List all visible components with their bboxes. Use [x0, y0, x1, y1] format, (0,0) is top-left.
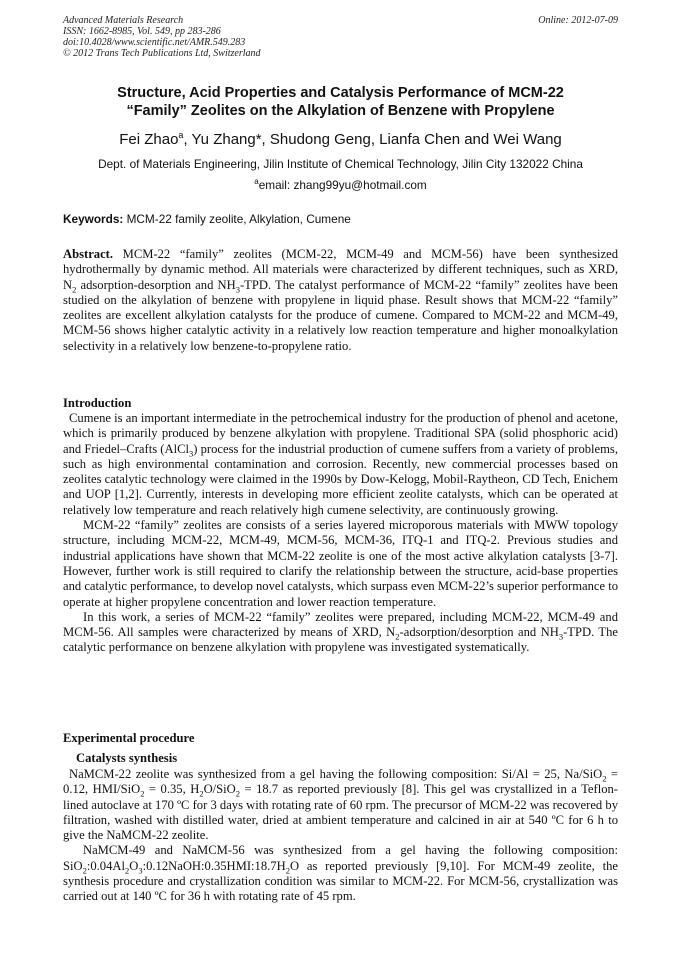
- paragraph-text: O as reported previously [9,10]. For MCM-49 zeolite, the synthesis procedure and crystallization condition was similar to MCM-22. For MCM-56, crystallization was carried out at 140 ºC for 36 h with rotating rate of 45 rpm.: [63, 858, 618, 904]
- subscript: 3: [138, 865, 143, 876]
- abstract-text-2: adsorption-desorption and NH: [76, 277, 236, 292]
- section-heading-experimental: Experimental procedure: [63, 731, 195, 745]
- email-address: email: zhang99yu@hotmail.com: [258, 178, 427, 192]
- paragraph-text: -TPD. The catalytic performance on benzene alkylation with propylene was investigated systematically.: [63, 625, 618, 655]
- affiliation: Dept. of Materials Engineering, Jilin Institute of Chemical Technology, Jilin City 132022 China: [98, 157, 583, 171]
- paragraph-text: O: [129, 858, 139, 873]
- subscript: 2: [72, 284, 77, 295]
- author-affil-marker: a: [178, 130, 184, 140]
- abstract-text-3: -TPD. The catalyst performance of MCM-22 “family” zeolites have been studied on the alkylation of benzene with propylene in liquid phase. Result shows that MCM-22 “family” zeolites are excellent alkylation catalysts for the produce of cumene. Compared to MCM-22 and MCM-49, MCM-56 shows higher catalytic activity in a relatively low reaction temperature and higher monoalkylation selectivity in a relatively low benzene-to-propylene ratio.: [63, 277, 618, 353]
- paragraph-text: :0.04Al: [86, 858, 125, 873]
- author-list: [63, 131, 618, 149]
- subscript: 2: [140, 788, 145, 799]
- abstract-label: Abstract.: [63, 247, 114, 261]
- paragraph-text: MCM-22 “family” zeolites are consists of a series layered microporous materials with MWW topology structure, including MCM-22, MCM-49, MCM-56, MCM-36, ITQ-1 and ITQ-2. Previous studies and industrial applications have shown that MCM-22 zeolite is one of the most active alkylation catalysts [3-7]. However, further work is still required to clarify the relationship between the structure, acid-base properties and catalytic performance, to develop novel catalysts, which surpass even MCM-22’s superior performance to operate at higher propylene concentration and lower reaction temperature.: [63, 518, 618, 609]
- paragraph: [63, 767, 618, 843]
- subscript: 2: [395, 631, 400, 642]
- subscript: 2: [285, 865, 290, 876]
- title-line-1: Structure, Acid Properties and Catalysis Performance of MCM-22: [117, 85, 564, 101]
- paragraph-text: :0.12NaOH:0.35HMI:18.7H: [142, 858, 286, 873]
- subsection-heading-catalysts: Catalysts synthesis: [76, 751, 178, 765]
- subscript: 3: [235, 284, 240, 295]
- abstract-text-1: MCM-22 “family” zeolites (MCM-22, MCM-49 and MCM-56) have been synthesized hydrothermally by dynamic method. All materials were characterized by different techniques, such as XRD, N: [63, 247, 618, 292]
- keywords: [63, 212, 618, 227]
- paragraph-text: Cumene is an important intermediate in the petrochemical industry for the production of phenol and acetone, which is primarily produced by benzene alkylation with propylene. Traditional SPA (solid phosphoric acid) and Friedel–Crafts (AlCl: [63, 411, 618, 456]
- paragraph-text: -adsorption/desorption and NH: [399, 625, 559, 640]
- paragraph-text: = 0.12, HMI/SiO: [63, 767, 618, 797]
- doi: doi:10.4028/www.scientific.net/AMR.549.283: [63, 37, 246, 48]
- journal-name: Advanced Materials Research: [63, 15, 184, 26]
- paragraph-text: In this work, a series of MCM-22 “family” zeolites were prepared, including MCM-22, MCM-49 and MCM-56. All samples were characterized by means of XRD, N: [63, 609, 618, 640]
- issn: ISSN: 1662-8985, Vol. 549, pp 283-286: [63, 26, 221, 37]
- author-rest: , Yu Zhang*, Shudong Geng, Lianfa Chen and Wei Wang: [183, 131, 562, 148]
- section-heading-introduction: Introduction: [63, 396, 132, 410]
- subscript: 2: [125, 865, 130, 876]
- paragraph: [63, 411, 618, 518]
- subscript: 3: [188, 448, 194, 459]
- introduction-body: [63, 411, 618, 656]
- keywords-text: MCM-22 family zeolite, Alkylation, Cumene: [123, 212, 351, 226]
- subscript: 2: [82, 865, 87, 876]
- abstract: [63, 247, 618, 354]
- subscript: 2: [199, 788, 204, 799]
- paragraph-text: NaMCM-22 zeolite was synthesized from a gel having the following composition: Si/Al = 25, Na/SiO: [69, 767, 603, 781]
- journal-header: [63, 15, 618, 59]
- email-line: [63, 178, 618, 193]
- paragraph-text: O/SiO: [203, 782, 236, 797]
- copyright: © 2012 Trans Tech Publications Ltd, Switzerland: [63, 48, 261, 59]
- title-line-2: “Family” Zeolites on the Alkylation of Benzene with Propylene: [126, 103, 555, 119]
- subscript: 3: [558, 631, 564, 642]
- paragraph-text: = 18.7 as reported previously [8]. This gel was crystallized in a Teflon-lined autoclave at 170 ºC for 3 days with rotating rate of 60 rpm. The precursor of MCM-22 was recovered by filtration, washed with distilled water, dried at ambient temperature and calcined in air at 540 ºC for 6 h to give the NaMCM-22 zeolite.: [63, 782, 618, 843]
- paragraph-text: ) process for the industrial production of cumene suffers from a variety of problems, such as high environmental contamination and corrosion. Recently, new commercial processes based on zeolites catalytic technology were claimed in the 1990s by Dow-Kelogg, Mobil-Raytheon, CD Tech, Enichem and UOP [1,2]. Currently, interests in developing more efficient zeolite catalysts, which can be operated at relatively low temperature and reach relatively high cumene selectivity, are continuously growing.: [63, 441, 618, 517]
- paper-title: [63, 84, 618, 120]
- email-marker: a: [254, 177, 259, 187]
- online-date: Online: 2012-07-09: [538, 15, 618, 26]
- paragraph: [63, 610, 618, 656]
- author-first: Fei Zhao: [119, 131, 179, 148]
- paragraph: [63, 518, 618, 610]
- paragraph: [63, 843, 618, 904]
- paragraph-text: = 0.35, H: [144, 782, 200, 797]
- subscript: 2: [235, 788, 241, 799]
- paragraph-text: NaMCM-49 and NaMCM-56 was synthesized from a gel having the following composition: SiO: [63, 843, 618, 873]
- experimental-body: [63, 767, 618, 905]
- keywords-label: Keywords:: [63, 212, 124, 226]
- subscript: 2: [602, 773, 607, 784]
